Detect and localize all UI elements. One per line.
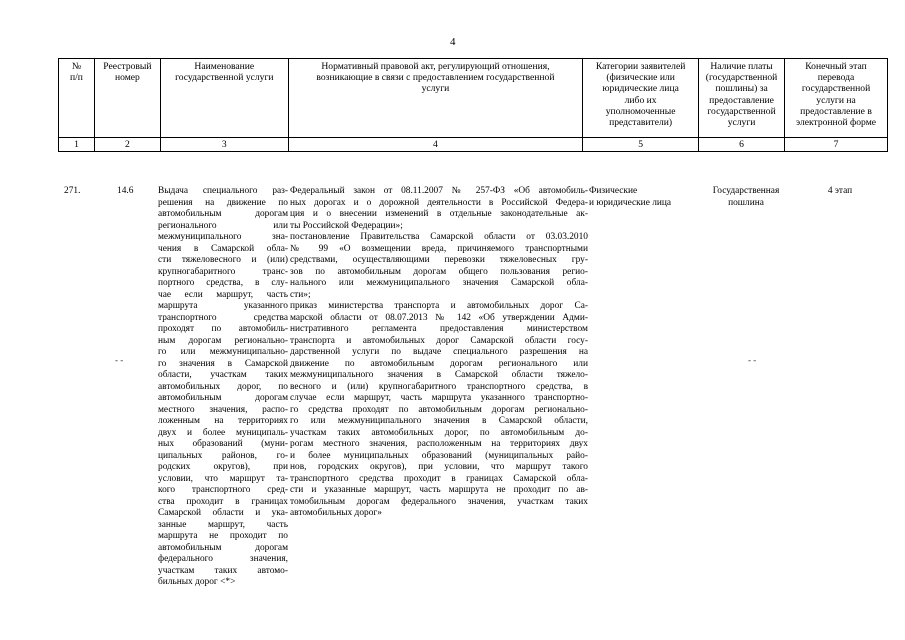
text-line: зов по автомобильным дорогам общего пользования регио- [290,266,588,277]
text-line: ципальных районов, го- [158,450,288,461]
column-number: 7 [785,138,888,152]
text-line: кого транспортного сред- [158,485,288,495]
text-line: ных образований (муни- [158,439,288,449]
text-line: портного средства, в слу- [158,278,288,288]
text-line: бильных дорог <*> [158,577,236,587]
text-line: чения в Самарской обла- [158,243,288,254]
text-line: межмуниципального зна- [158,232,288,242]
text-line: ным дорогам регионально- [158,335,288,346]
text-line: пошлина [728,197,764,208]
text-line: Самарской области и ука- [158,508,288,518]
column-number: 3 [160,138,288,152]
text-line: средствами, осуществляющими перевозки тяжеловесных гру- [290,255,588,265]
text-line: и более муниципальных образований (муниципальных райо- [290,450,588,461]
text-line: автомобильным дорогам [158,393,288,403]
header-cell-service-name: Наименование государственной услуги [160,59,288,138]
header-cell-fee: Наличие платы (государственной пошлины) за предоставление государственной услуги [699,59,785,138]
column-number: 5 [583,138,699,152]
text-line: ция и о внесении изменений в отдельные законодательные ак- [290,209,588,219]
services-table-header [58,58,888,152]
text-line: автомобильным дорогам [158,542,288,553]
scan-mark: - - [748,355,757,365]
text-line: дарственной услуги по выдаче специального разрешения на [290,347,588,357]
text-line: Выдача специального раз- [158,186,288,196]
text-line: Государственная [712,186,780,196]
text-line: маршрута не проходит по [158,531,288,541]
column-number: 1 [59,138,95,152]
text-line: го средства проходят по автомобильным дорогам регионально- [290,404,588,415]
text-line: рогам местного значения, расположенным на территориях двух [290,439,588,449]
final-stage: 4 этап [827,186,853,196]
header-cell-registry: Реестровый номер [94,59,160,138]
text-line: автомобильных дорог» [290,508,382,518]
text-line: ства проходит в границах [158,496,288,507]
fee-info [700,186,792,209]
text-line: томобильным дорогам федерального значения, участкам таких [290,496,588,507]
text-line: транспорта и автомобильных дорог Самарской области госу- [290,335,588,346]
text-line: участкам таких автомо- [158,565,288,576]
text-line: транспортного средства проходит в границах Самарской обла- [290,473,588,484]
header-row [59,59,888,138]
text-line: го или межмуниципального значения в Самарской области, [290,416,588,426]
text-line: весного и (или) крупногабаритного транспортного средства, в [290,381,588,392]
text-line: автомобильных дорог, по [158,381,288,392]
column-number: 6 [699,138,785,152]
column-number: 4 [288,138,582,152]
text-line: постановление Правительства Самарской области от 03.03.2010 [290,232,588,242]
text-line: и юридические лица [589,197,672,208]
text-line: сти и указанные маршрут, часть маршрута не проходит по ав- [290,485,588,495]
text-line: нального или межмуниципального значения Самарской обла- [290,278,588,288]
text-line: нистративного регламента предоставления министерством [290,324,588,334]
header-cell-legal-act: Нормативный правовой акт, регулирующий отношения, возникающие в связи с предоставлением государственной услуги [288,59,582,138]
text-line: чае если маршрут, часть [158,289,288,300]
text-line: решения на движение по [158,197,288,208]
text-line: го значения в Самарской [158,358,288,369]
text-line: Физические [589,186,638,196]
text-line: случае если маршрут, часть маршрута указанного транспортно- [290,393,588,403]
text-line: условии, что маршрут та- [158,473,288,484]
text-line: № 99 «О возмещении вреда, причиняемого транспортными [290,243,588,254]
text-line: маршрута указанного [158,301,288,311]
column-number: 2 [94,138,160,152]
text-line: родских округов), при [158,462,288,472]
text-line: местного значения, распо- [158,404,288,415]
page-number: 4 [450,36,456,48]
text-line: проходят по автомобиль- [158,324,288,334]
text-line: нов, городских округов), при условии, что маршрут такого [290,462,588,472]
text-line: ты Российской Федерации»; [290,220,403,231]
text-line: марской области от 08.07.2013 № 142 «Об утверждении Адми- [290,312,588,323]
text-line: го или межмуниципально- [158,347,288,357]
header-cell-final-stage: Конечный этап перевода государственной услуги на предоставление в электронной форме [785,59,888,138]
text-line: двух и более муниципаль- [158,427,288,438]
text-line: автомобильным дорогам [158,209,288,219]
text-line: движение по автомобильным дорогам регионального или [290,358,588,369]
text-line: межмуниципального значения в Самарской области тяжело- [290,370,588,380]
header-cell-number: № п/п [59,59,95,138]
column-number-row [59,138,888,152]
text-line: сти»; [290,289,311,300]
text-line: Федеральный закон от 08.11.2007 № 257-ФЗ «Об автомобиль- [290,186,588,196]
text-line: сти тяжеловесного и (или) [158,255,288,265]
registry-number: 14.6 [117,186,134,196]
text-line: крупногабаритного транс- [158,266,288,277]
applicant-categories [589,186,699,209]
legal-act-text [290,186,588,520]
text-line: приказ министерства транспорта и автомобильных дорог Са- [290,301,588,311]
scan-mark: - - [115,355,124,365]
service-name [158,186,288,589]
text-line: транспортного средства [158,312,288,323]
text-line: занные маршрут, часть [158,519,288,530]
text-line: федерального значения, [158,554,288,564]
text-line: области, участкам таких [158,370,288,380]
text-line: ных дорогах и о дорожной деятельности в Российской Федера- [290,197,588,208]
header-cell-applicants: Категории заявителей (физические или юридические лица либо их уполномоченные представители) [583,59,699,138]
text-line: регионального или [158,220,288,231]
text-line: ложенным на территориях [158,416,288,426]
text-line: участкам таких автомобильных дорог, по автомобильным до- [290,427,588,438]
row-number: 271. [64,186,81,196]
